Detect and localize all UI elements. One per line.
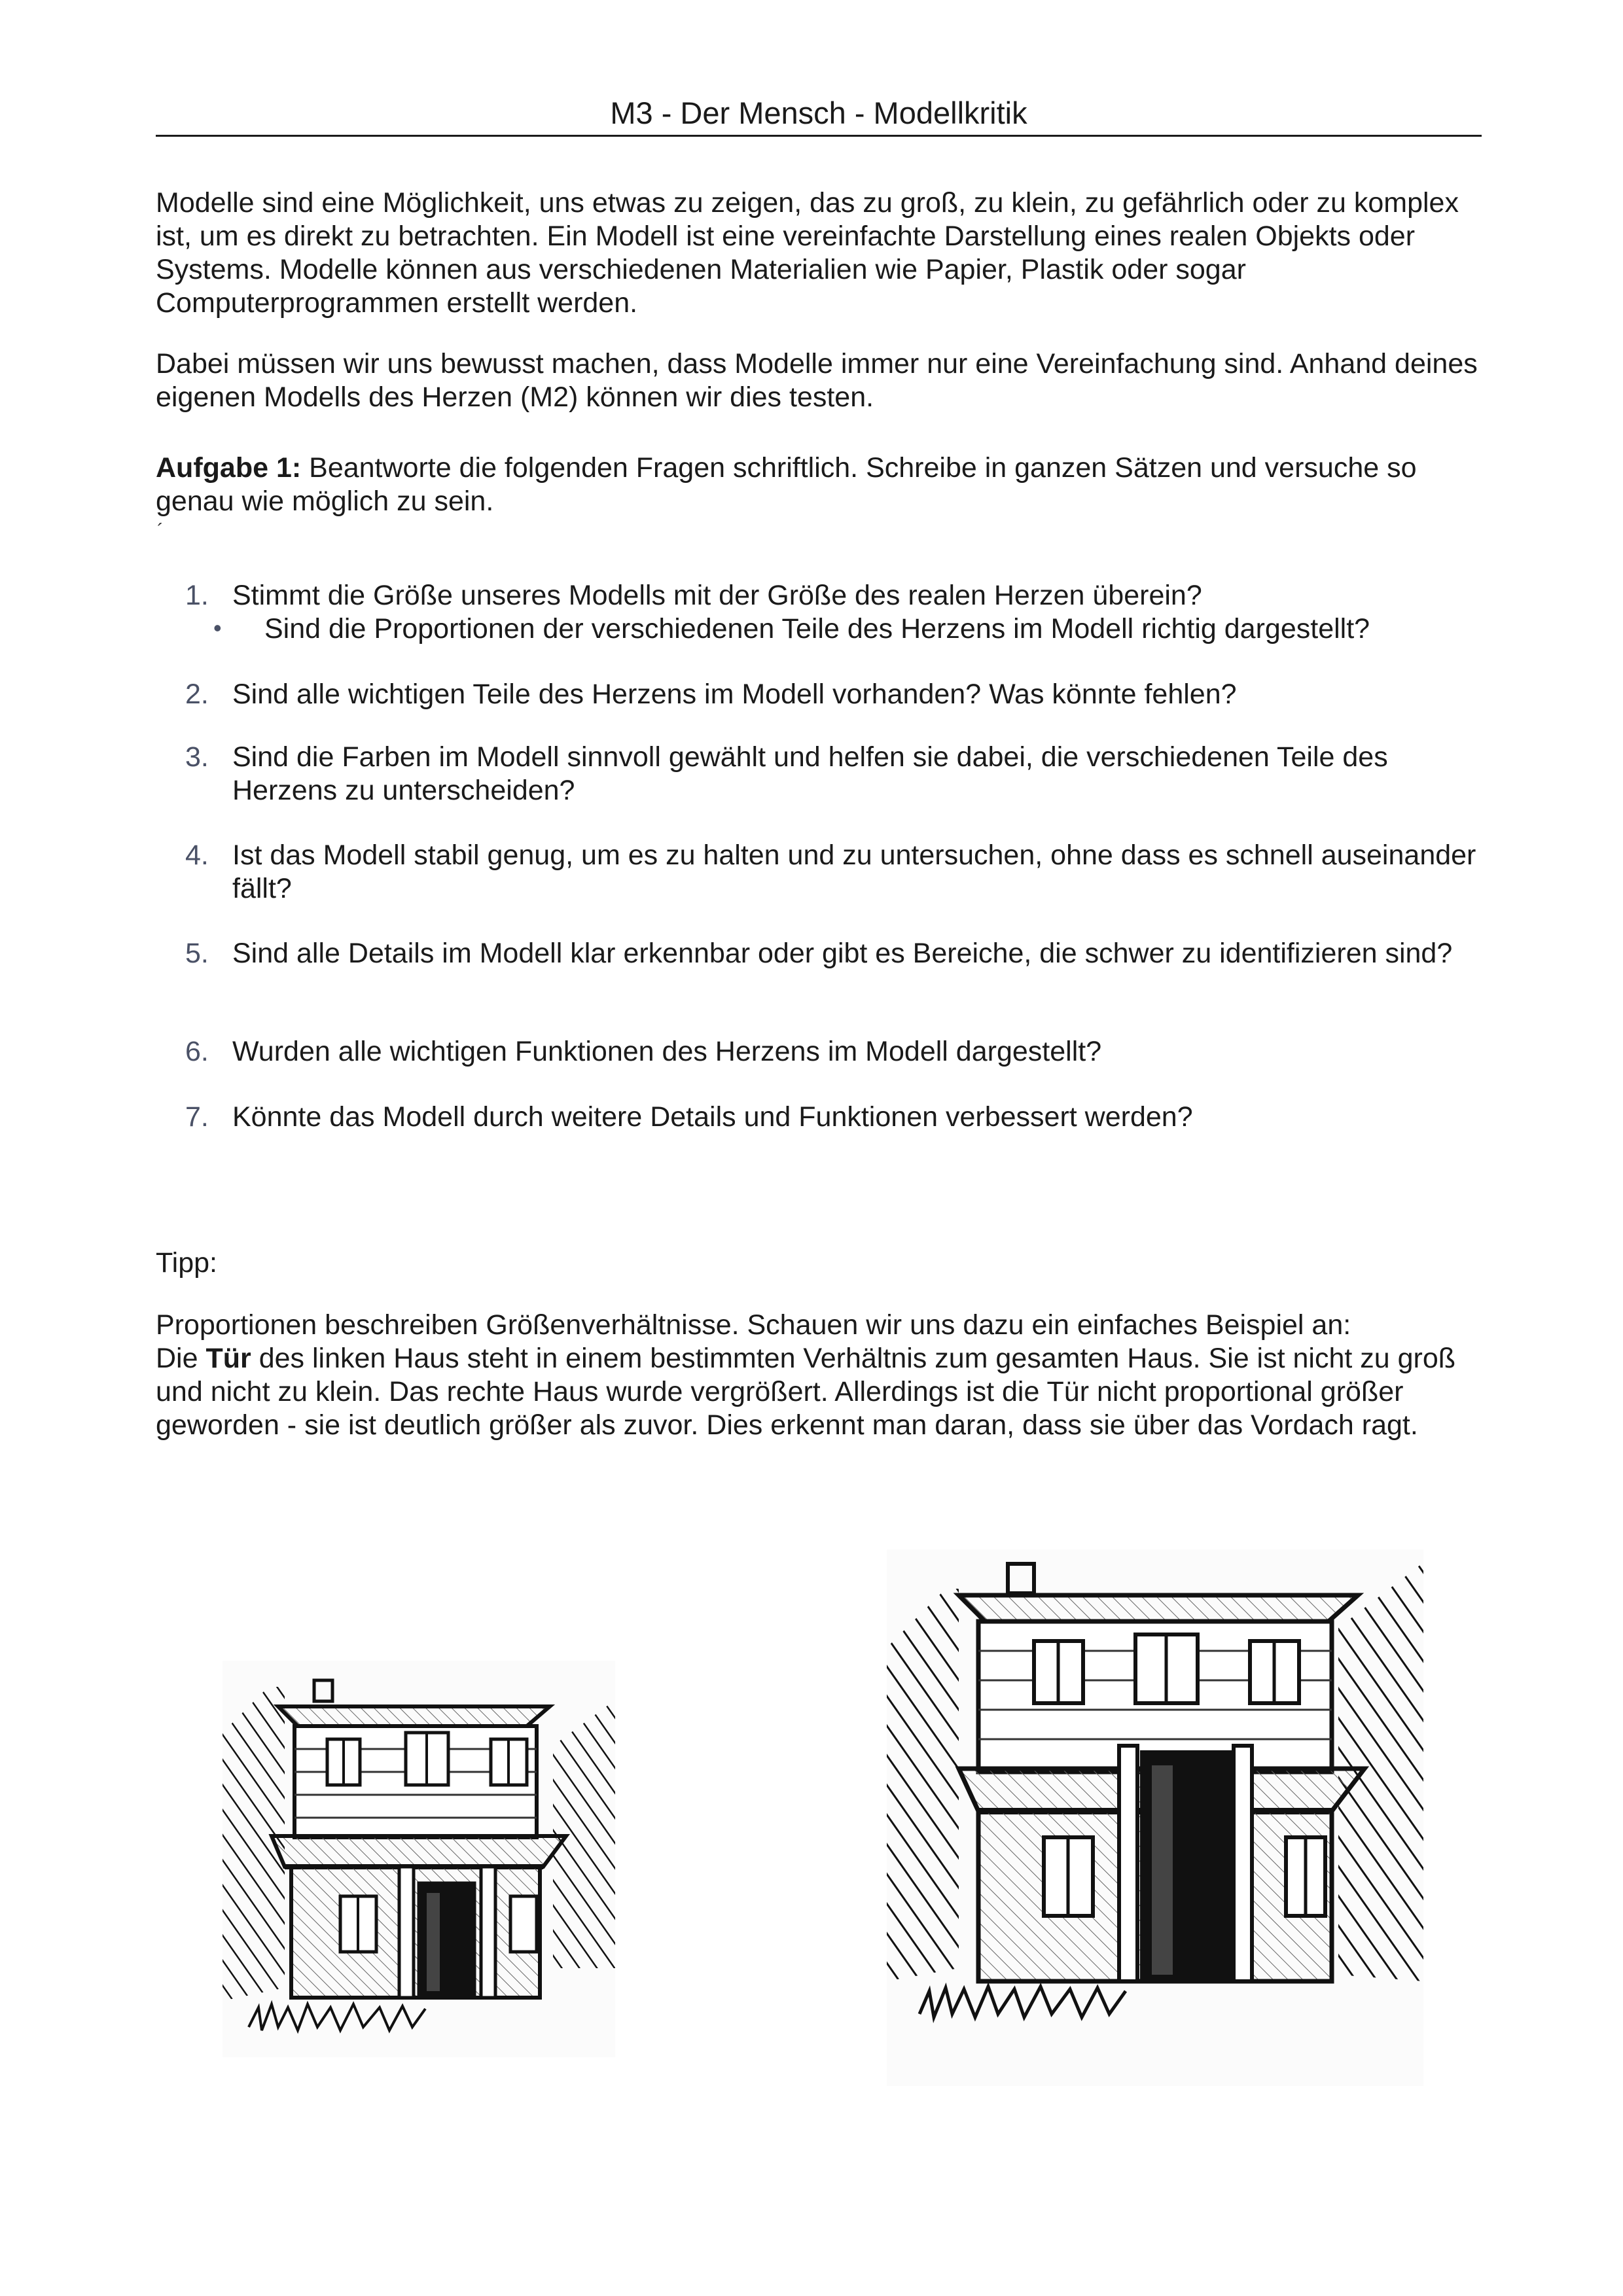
intro-paragraph-2: Dabei müssen wir uns bewusst machen, dass Modelle immer nur eine Vereinfachung sind. Anhand deines eigenen Modells des Herzen (M2) können wir dies testen.	[156, 348, 1478, 413]
tip-text-rest: des linken Haus steht in einem bestimmten Verhältnis zum gesamten Haus. Sie ist nicht zu groß und nicht zu klein. Das rechte Haus wurde vergrößert. Allerdings ist die Tür nicht proportional größer geworden - sie ist deutlich größer als zuvor. Dies erkennt man daran, dass sie über das Vordach ragt.	[156, 1343, 1456, 1441]
question-text: Könnte das Modell durch weitere Details und Funktionen verbessert werden?	[232, 1101, 1193, 1133]
stray-mark: ´	[157, 520, 164, 542]
question-number: 2.	[185, 679, 209, 710]
tip-label: Tipp:	[156, 1247, 217, 1279]
question-subitem-text: Sind die Proportionen der verschiedenen Teile des Herzens im Modell richtig dargestellt?	[264, 613, 1370, 645]
tip-paragraph	[156, 1309, 1484, 1442]
question-text: Sind die Farben im Modell sinnvoll gewählt und helfen sie dabei, die verschiedenen Teile des Herzens zu unterscheiden?	[232, 741, 1388, 806]
tip-line-1: Proportionen beschreiben Größenverhältnisse. Schauen wir uns dazu ein einfaches Beispiel an:	[156, 1309, 1351, 1341]
question-text: Ist das Modell stabil genug, um es zu halten und zu untersuchen, ohne dass es schnell auseinander fällt?	[232, 839, 1476, 904]
question-text: Wurden alle wichtigen Funktionen des Herzens im Modell dargestellt?	[232, 1036, 1102, 1067]
question-text: Stimmt die Größe unseres Modells mit der Größe des realen Herzen überein?	[232, 580, 1202, 611]
question-number: 4.	[185, 839, 209, 871]
house-sketch-oversized-door	[887, 1549, 1423, 2086]
task-instruction	[156, 451, 1484, 518]
question-number: 6.	[185, 1036, 209, 1067]
question-number: 7.	[185, 1101, 209, 1133]
question-number: 1.	[185, 580, 209, 611]
question-number: 3.	[185, 741, 209, 773]
tip-text-pre: Die	[156, 1343, 206, 1374]
page-title: M3 - Der Mensch - Modellkritik	[156, 93, 1482, 137]
house-sketch-normal-door	[223, 1661, 615, 2057]
task-text: Beantworte die folgenden Fragen schriftlich. Schreibe in ganzen Sätzen und versuche so genau wie möglich zu sein.	[156, 452, 1417, 517]
question-text: Sind alle wichtigen Teile des Herzens im Modell vorhanden? Was könnte fehlen?	[232, 679, 1237, 710]
question-number: 5.	[185, 938, 209, 969]
intro-paragraph-1: Modelle sind eine Möglichkeit, uns etwas zu zeigen, das zu groß, zu klein, zu gefährlich oder zu komplex ist, um es direkt zu betrachten. Ein Modell ist eine vereinfachte Darstellung eines realen Objekts oder Systems. Modelle können aus verschiedenen Materialien wie Papier, Plastik oder sogar Computerprogrammen erstellt werden.	[156, 187, 1459, 319]
tip-text-bold: Tür	[205, 1343, 251, 1374]
bullet-icon: •	[213, 614, 222, 641]
task-label: Aufgabe 1:	[156, 452, 302, 484]
question-text: Sind alle Details im Modell klar erkennbar oder gibt es Bereiche, die schwer zu identifizieren sind?	[232, 938, 1453, 969]
